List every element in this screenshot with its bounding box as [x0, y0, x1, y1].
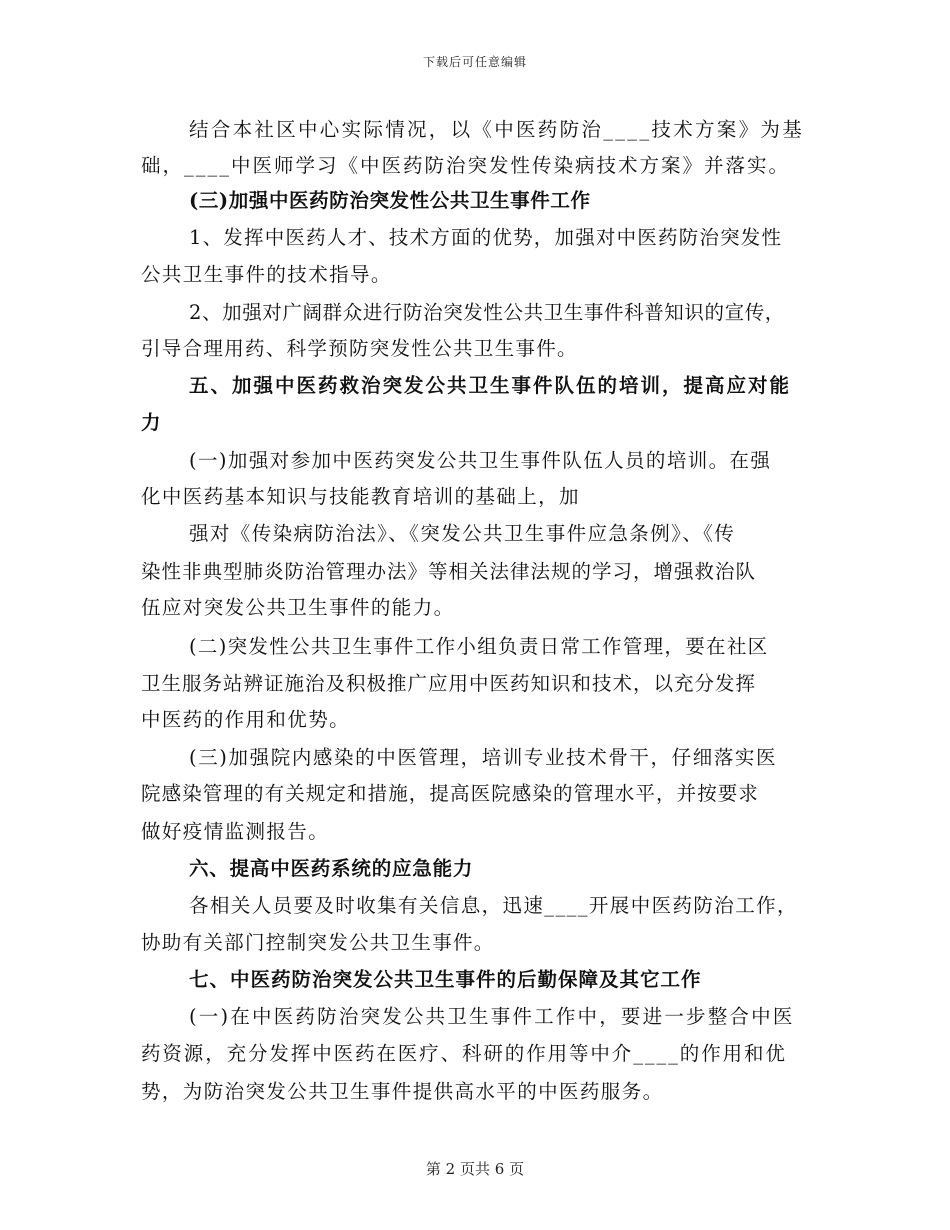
paragraph-line: 1、发挥中医药人才、技术方面的优势，加强对中医药防治突发性	[189, 226, 783, 249]
paragraph-line: (一)加强对参加中医药突发公共卫生事件队伍人员的培训。在强	[189, 449, 772, 472]
paragraph-line: 做好疫情监测报告。	[141, 820, 330, 843]
paragraph-line: 础，____中医师学习《中医药防治突发性传染病技术方案》并落实。	[141, 154, 791, 177]
paragraph-line: 化中医药基本知识与技能教育培训的基础上，加	[141, 485, 580, 508]
paragraph-line: 院感染管理的有关规定和措施，提高医院感染的管理水平，并按要求	[141, 782, 760, 805]
section-heading: 五、加强中医药救治突发公共卫生事件队伍的培训，提高应对能	[189, 374, 792, 397]
paragraph-line: (一)在中医药防治突发公共卫生事件工作中，要进一步整合中医	[189, 1005, 795, 1028]
paragraph-line: 结合本社区中心实际情况，以《中医药防治____技术方案》为基	[189, 118, 805, 141]
page-header: 下载后可任意编辑	[422, 55, 527, 69]
section-heading: 七、中医药防治突发公共卫生事件的后勤保障及其它工作	[189, 968, 702, 991]
paragraph-line: (三)加强院内感染的中医管理，培训专业技术骨干，仔细落实医	[189, 746, 778, 769]
section-heading: (三)加强中医药防治突发性公共卫生事件工作	[189, 189, 591, 212]
paragraph-line: 强对《传染病防治法》、《突发公共卫生事件应急条例》、《传	[189, 522, 736, 545]
paragraph-line: 药资源，充分发挥中医药在医疗、科研的作用等中介____的作用和优	[141, 1042, 787, 1065]
paragraph-line: 势，为防治突发公共卫生事件提供高水平的中医药服务。	[141, 1080, 664, 1103]
paragraph-line: 协助有关部门控制突发公共卫生事件。	[141, 931, 495, 954]
paragraph-line: 公共卫生事件的技术指导。	[141, 263, 392, 286]
paragraph-line: (二)突发性公共卫生事件工作小组负责日常工作管理，要在社区	[189, 635, 769, 658]
paragraph-line: 各相关人员要及时收集有关信息，迅速____开展中医药防治工作，	[189, 894, 798, 917]
page-footer: 第 2 页共 6 页	[425, 1160, 525, 1178]
paragraph-line: 卫生服务站辨证施治及积极推广应用中医药知识和技术，以充分发挥	[141, 672, 757, 695]
paragraph-line: 染性非典型肺炎防治管理办法》等相关法律法规的学习，增强救治队	[141, 560, 757, 583]
paragraph-line: 引导合理用药、科学预防突发性公共卫生事件。	[141, 337, 578, 360]
paragraph-line: 中医药的作用和优势。	[141, 708, 351, 731]
paragraph-line: 伍应对突发公共卫生事件的能力。	[141, 596, 455, 619]
paragraph-line: 2、加强对广阔群众进行防治突发性公共卫生事件科普知识的宣传，	[189, 301, 785, 324]
section-heading: 力	[141, 411, 161, 434]
section-heading: 六、提高中医药系统的应急能力	[189, 857, 474, 880]
